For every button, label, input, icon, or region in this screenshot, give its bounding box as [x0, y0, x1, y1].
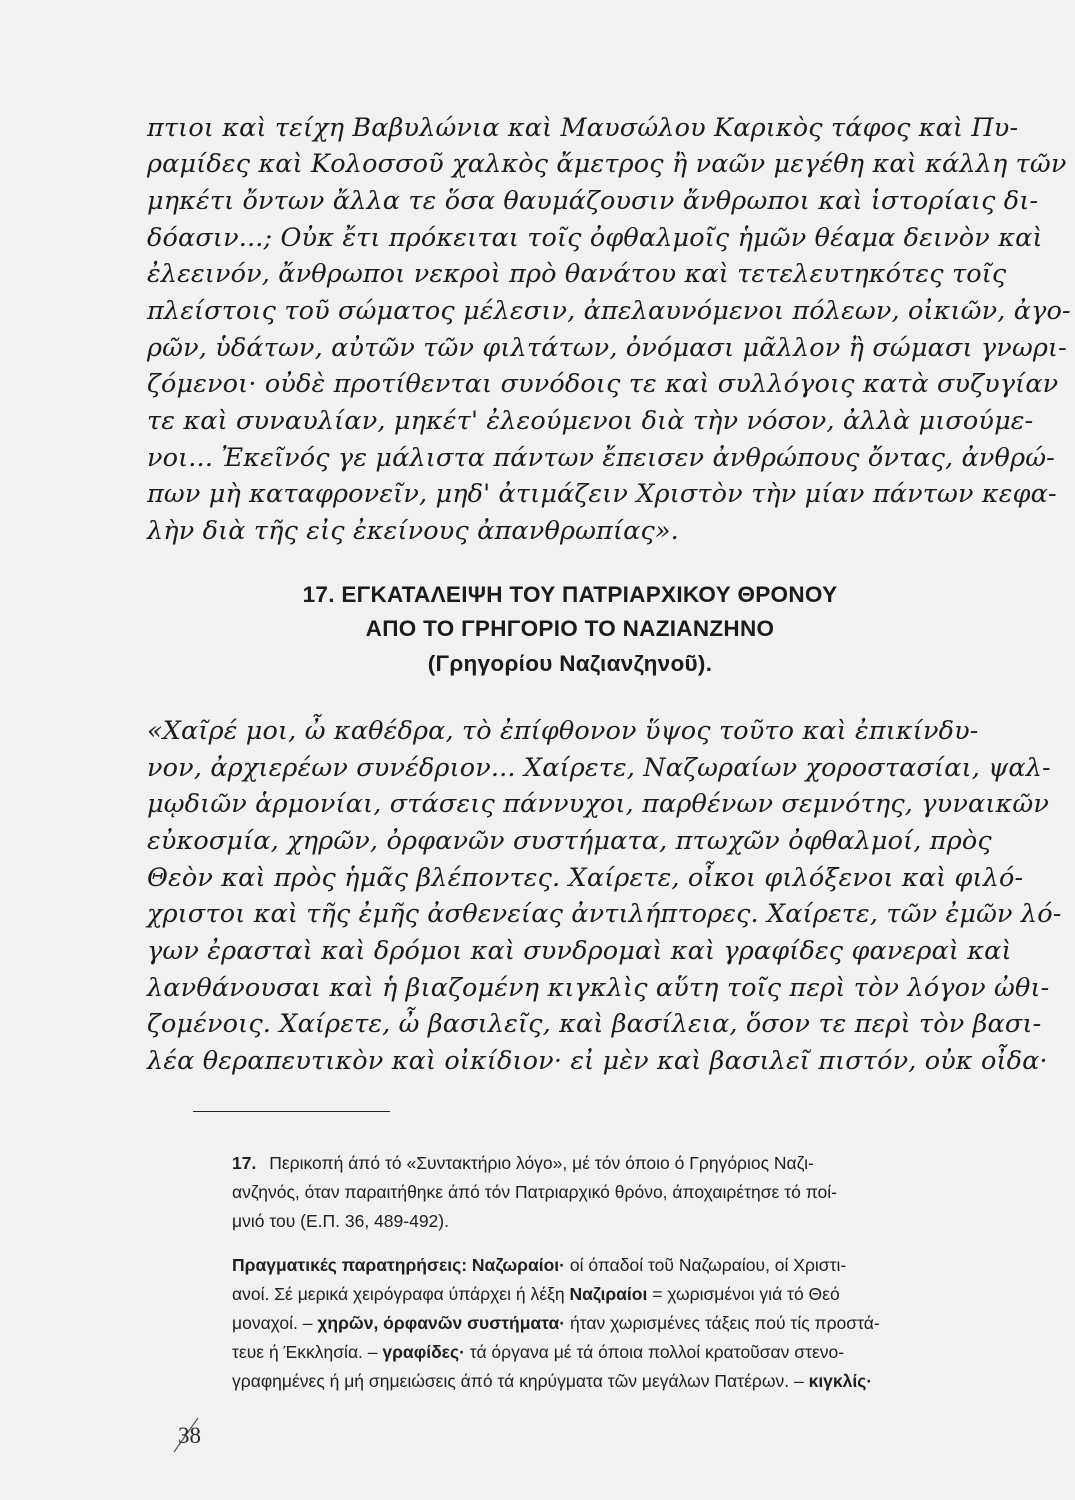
remarks-text: τά όργανα μέ τά όποια πολλοί κρατοῦσαν στενο- [464, 1342, 845, 1362]
body-line: γων ἐρασταὶ καὶ δρόμοι καὶ συνδρομαὶ καὶ γραφίδες φανεραὶ καὶ [147, 936, 1012, 966]
remarks-text: μοναχοί. – [232, 1313, 318, 1333]
footnote-text: Περικοπή άπό τό «Συντακτήριο λόγο», μέ τόν όποιο ό Γρηγόριος Ναζι- [269, 1153, 814, 1173]
body-line: λὴν διὰ τῆς εἰς ἐκείνους ἀπανθρωπίας». [147, 516, 679, 546]
body-line: χριστοι καὶ τῆς ἐμῆς ἀσθενείας ἀντιλήπτορες. Χαίρετε, τῶν ἐμῶν λό- [147, 899, 1062, 929]
page-number: 38 [178, 1423, 201, 1448]
body-line: πων μὴ καταφρονεῖν, μηδ' ἀτιμάζειν Χριστὸν τὴν μίαν πάντων κεφα- [147, 479, 1057, 509]
footnote-line: ανζηνός, όταν παραιτήθηκε άπό τόν Πατριαρχικό θρόνο, άποχαιρέτησε τό ποί- [232, 1182, 837, 1202]
body-line: μῳδιῶν ἁρμονίαι, στάσεις πάννυχοι, παρθένων σεμνότης, γυναικῶν [147, 789, 1049, 819]
body-line: ζομένοις. Χαίρετε, ὦ βασιλεῖς, καὶ βασίλεια, ὅσον τε περὶ τὸν βασι- [147, 1009, 1042, 1039]
remarks-text: γραφημένες ή μή σημειώσεις άπό τά κηρύγματα τῶν μεγάλων Πατέρων. – [232, 1371, 809, 1391]
remarks-text: τευε ή Έκκλησία. – [232, 1342, 383, 1362]
remarks-line [232, 1286, 1022, 1304]
body-line: ζόμενοι· οὐδὲ προτίθενται συνόδοις τε καὶ συλλόγοις κατὰ συζυγίαν [147, 369, 1059, 399]
body-line: πλείστοις τοῦ σώματος μέλεσιν, ἀπελαυνόμενοι πόλεων, οἰκιῶν, ἀγο- [147, 296, 1071, 326]
remarks-term: Ναζωραίοι· [471, 1255, 566, 1275]
remarks-label: Πραγματικές παρατηρήσεις: [232, 1255, 468, 1275]
remarks-term: κιγκλίς· [808, 1371, 873, 1391]
body-line: ρῶν, ὑδάτων, αὐτῶν τῶν φιλτάτων, ὀνόμασι μᾶλλον ἢ σώμασι γνωρι- [147, 333, 1067, 363]
remarks-text: = χωρισμένοι γιά τό Θεό [647, 1284, 840, 1304]
footnote-number: 17. [232, 1153, 257, 1173]
body-line: ἐλεεινόν, ἄνθρωποι νεκροὶ πρὸ θανάτου καὶ τετελευτηκότες τοῖς [147, 259, 1007, 289]
remarks-line [232, 1315, 1022, 1333]
section-heading-line-2: ΑΠΟ ΤΟ ΓΡΗΓΟΡΙΟ ΤΟ ΝΑΖΙΑΝΖΗΝΟ [365, 616, 775, 641]
body-line: εὐκοσμία, χηρῶν, ὀρφανῶν συστήματα, πτωχῶν ὀφθαλμοί, πρὸς [147, 826, 992, 856]
remarks-text: οί όπαδοί τοῦ Ναζωραίου, οί Χριστι- [565, 1255, 847, 1275]
body-line: τε καὶ συναυλίαν, μηκέτ' ἐλεούμενοι διὰ τὴν νόσον, ἀλλὰ μισούμε- [147, 406, 1034, 436]
remarks-term: γραφίδες· [382, 1342, 465, 1362]
remarks-term: χηρῶν, όρφανῶν συστήματα· [317, 1313, 566, 1333]
body-line: δόασιν...; Οὐκ ἔτι πρόκειται τοῖς ὀφθαλμοῖς ἡμῶν θέαμα δεινὸν καὶ [147, 223, 1043, 253]
footnote-separator [193, 1111, 390, 1112]
body-line: πτιοι καὶ τείχη Βαβυλώνια καὶ Μαυσώλου Καρικὸς τάφος καὶ Πυ- [147, 113, 1019, 143]
remarks-text: ήταν χωρισμένες τάξεις πού τίς προστά- [565, 1313, 880, 1333]
body-line: λανθάνουσαι καὶ ἡ βιαζομένη κιγκλὶς αὕτη τοῖς περὶ τὸν λόγον ὠθι- [147, 973, 1050, 1003]
body-line: νοι... Ἐκεῖνός γε μάλιστα πάντων ἔπεισεν ἀνθρώπους ὄντας, ἀνθρώ- [147, 443, 1055, 473]
section-heading-line-1: 17. ΕΓΚΑΤΑΛΕΙΨΗ ΤΟΥ ΠΑΤΡΙΑΡΧΙΚΟΥ ΘΡΟΝΟΥ [302, 582, 838, 607]
body-line: «Χαῖρέ μοι, ὦ καθέδρα, τὸ ἐπίφθονον ὕψος τοῦτο καὶ ἐπικίνδυ- [147, 716, 979, 746]
remarks-text: ανοί. Σέ μερικά χειρόγραφα ύπάρχει ή λέξη [232, 1284, 570, 1304]
remarks-line [232, 1344, 1022, 1362]
remarks-line [232, 1373, 1022, 1391]
body-line: νον, ἀρχιερέων συνέδριον... Χαίρετε, Ναζωραίων χοροστασίαι, ψαλ- [147, 753, 1051, 783]
body-line: μηκέτι ὄντων ἄλλα τε ὅσα θαυμάζουσιν ἄνθρωποι καὶ ἱστορίαις δι- [147, 186, 1039, 216]
section-heading-line-3: (Γρηγορίου Ναζιανζηνοῦ). [427, 651, 713, 676]
remarks-line [232, 1257, 1022, 1275]
footnote-line: μνιό του (Ε.Π. 36, 489-492). [232, 1211, 449, 1231]
body-line: Θεὸν καὶ πρὸς ἡμᾶς βλέποντες. Χαίρετε, οἶκοι φιλόξενοι καὶ φιλό- [147, 863, 1024, 893]
body-line: λέα θεραπευτικὸν καὶ οἰκίδιον· εἰ μὲν καὶ βασιλεῖ πιστόν, οὐκ οἶδα· [147, 1046, 1048, 1076]
remarks-term: Ναζιραίοι [569, 1284, 648, 1304]
body-line: ραμίδες καὶ Κολοσσοῦ χαλκὸς ἄμετρος ἢ ναῶν μεγέθη καὶ κάλλη τῶν [147, 149, 1067, 179]
footnote-line [232, 1155, 1022, 1173]
